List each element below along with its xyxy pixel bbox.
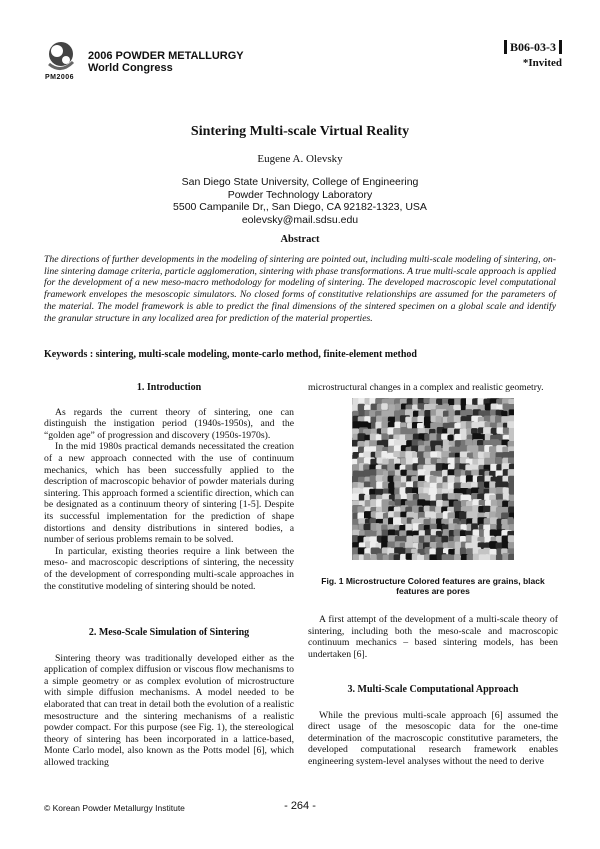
multi-scale-section [308,684,558,768]
invited-label: *Invited [522,57,562,69]
affiliation-line: San Diego State University, College of Engineering [181,176,419,188]
affiliation-line: Powder Technology Laboratory [227,188,373,201]
paper-code: B06-03-3 [504,40,562,54]
meso-paragraph-1: Sintering theory was traditionally developed either as the application of complex diffusion or viscous flow mechanisms to a simple geometry or as complex evolution of microstructure with simple diffusion mechanisms. A model needed to be elaborated that can treat in detail both the evolution of a realistic mesostructure and the sintering mechanisms of a realistic powder compact. For this purpose (see Fig. 1), the stereological theory of sintering has been incorporated in a lattice-based, Monte Carlo model, also known as the Potts model [6], which allowed tracking [44,652,294,768]
copyright: © Korean Powder Metallurgy Institute [44,803,185,813]
meso-scale-section [44,627,294,769]
logo-text: PM2006 [45,74,75,81]
multi-paragraph-1: While the previous multi-scale approach [6] assumed the direct usage of the mesoscopic data for the one-time determination of the macroscopic constitutive parameters, the developed computational research framework enables engineering system-level analyses without the need to derive [308,709,558,767]
section-heading-introduction: 1. Introduction [136,382,202,393]
meso-continued-text: microstructural changes in a complex and realistic geometry. [308,382,544,393]
section-heading-multi-scale: 3. Multi-Scale Computational Approach [347,684,519,695]
microstructure-figure [352,398,514,560]
conference-line2: World Congress [88,62,173,74]
conference-line1: 2006 POWDER METALLURGY [88,50,244,62]
intro-paragraph-1: As regards the current theory of sintering, one can distinguish the instigation period (1940s-1950s), and the “golden age” of progression and discovery (1950s-1970s). [44,406,294,441]
affiliation [0,176,600,226]
paper-title: Sintering Multi-scale Virtual Reality [190,124,410,139]
affiliation-line: 5500 Campanile Dr,, San Diego, CA 92182-1323, USA [173,201,427,213]
paper-code-block [504,40,562,69]
meso-paragraph-2: A first attempt of the development of a multi-scale theory of sintering, including both the meso-scale and macroscopic continuum mechanics – based sintering models, has been undertaken [6]. [308,614,558,660]
section-heading-meso-scale: 2. Meso-Scale Simulation of Sintering [88,627,250,638]
figure-caption: Fig. 1 Microstructure Colored features are grains, black features are pores [321,576,545,596]
abstract-text: The directions of further developments in the modeling of sintering are pointed out, including multi-scale modeling of sintering, on-line sintering damage criteria, particle agglomeration, sintering with phase transformations. A true multi-scale approach is applied for the development of a new meso-macro methodology for modeling of sintering. The developed macroscopic level computational framework envelopes the mesoscopic simulators. No closed forms of constitutive relationships are assumed for the parameters of the material. The model framework is able to predict the final dimensions of the sintered specimen on a global scale and identify the granular structure in any localized area for prediction of the material properties. [44,254,556,324]
author-name: Eugene A. Olevsky [257,153,343,165]
intro-paragraph-3: In particular, existing theories require a link between the meso- and macroscopic descriptions of sintering, the necessity of the development of corresponding multi-scale approaches in the constitutive modeling of sintering should be noted. [44,545,294,592]
meso-continued-section [308,614,558,660]
abstract-heading: Abstract [280,234,320,245]
author-email: eolevsky@mail.sdsu.edu [241,213,359,226]
conference-name [88,50,244,74]
introduction-section [44,382,294,592]
intro-paragraph-2: In the mid 1980s practical demands necessitated the creation of a new approach connected with the use of continuum mechanics, which has been successfully applied to the description of macroscopic behavior of powder materials during sintering. This approach formed a scientific direction, which can be designated as a continuum theory of sintering [1-5]. Despite its successful implementation for the prediction of shape distortions and density distributions in sintered bodies, a number of serious problems remain to be solved. [44,441,294,546]
keywords: Keywords : sintering, multi-scale modeling, monte-carlo method, finite-element method [44,349,417,360]
page-number: - 264 - [284,800,316,812]
